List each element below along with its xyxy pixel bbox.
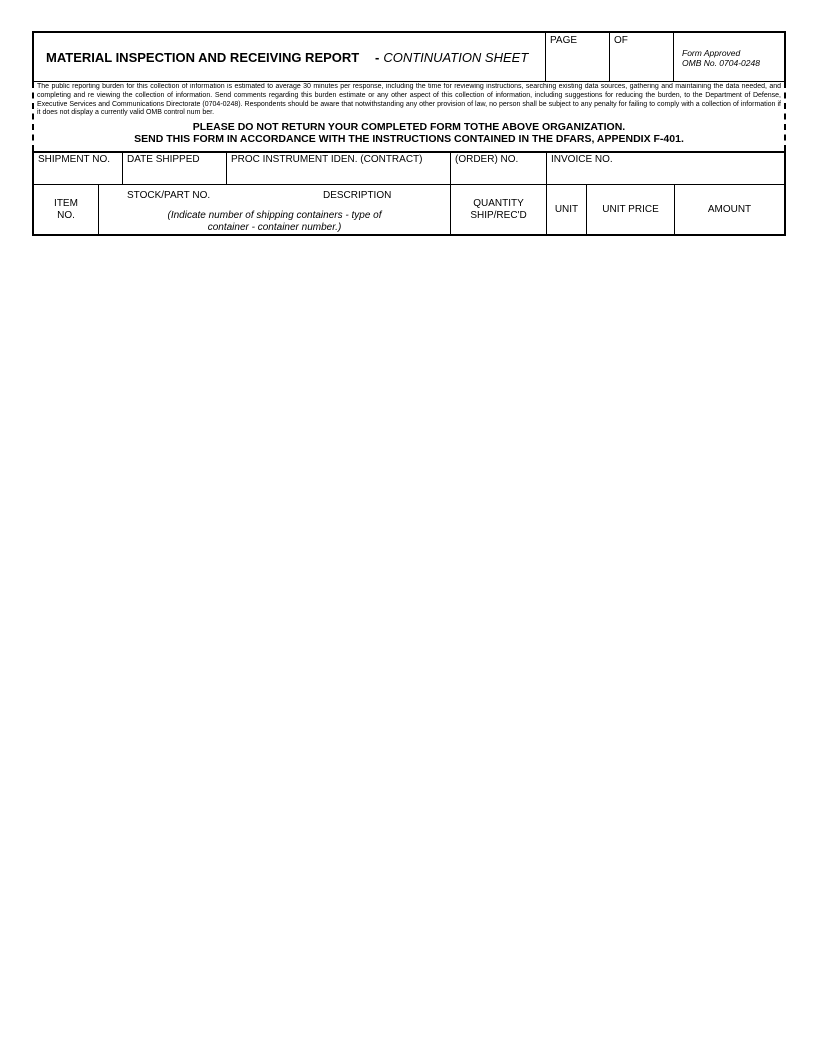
unit-header: UNIT xyxy=(554,204,579,215)
column-header-row xyxy=(32,185,786,236)
unit-price-column xyxy=(586,185,674,234)
title-area xyxy=(34,33,545,81)
of-field[interactable] xyxy=(609,33,673,81)
continuation-sheet-form xyxy=(32,31,786,236)
item-no-header xyxy=(34,198,98,222)
shipment-row xyxy=(32,151,786,185)
item-no-column xyxy=(34,185,98,234)
quantity-line-1: QUANTITY xyxy=(473,198,524,209)
invoice-no-field[interactable] xyxy=(546,153,784,184)
quantity-line-2: SHIP/REC'D xyxy=(470,210,527,221)
unit-column xyxy=(546,185,586,234)
notice-line-2: SEND THIS FORM IN ACCORDANCE WITH THE INSTRUCTIONS CONTAINED IN THE DFARS, APPENDIX F-401. xyxy=(134,133,684,145)
desc-note-line-2: container - container number.) xyxy=(207,222,342,233)
return-notice xyxy=(37,121,781,145)
subtitle-dash: - xyxy=(375,50,380,65)
quantity-column xyxy=(450,185,546,234)
burden-text: The public reporting burden for this collection of information is estimated to average 30 minutes per response, including the time for reviewing instructions, searching existing data sources, gathering and maintaining the data needed, and completing and re viewing the collection of information. Send comments regarding this burden estimate or any other aspect of this collection of information, including suggestions for reducing the burden, to the Department of Defense, Executive Services and Communications Directorate (0704-0248). Respondents should be aware that notwithstanding any other provision of law, no person shall be subject to any penalty for failing to comply with a collection of information if it does not display a currently valid OMB control num ber. xyxy=(37,83,781,117)
proc-instrument-label: PROC INSTRUMENT IDEN. (CONTRACT) xyxy=(231,154,423,165)
form-header xyxy=(32,31,786,82)
of-label: OF xyxy=(614,35,628,46)
item-line-2: NO. xyxy=(57,210,75,221)
amount-header: AMOUNT xyxy=(707,204,752,215)
notice-line-1: PLEASE DO NOT RETURN YOUR COMPLETED FORM TOTHE ABOVE ORGANIZATION. xyxy=(192,121,626,133)
description-column xyxy=(98,185,450,234)
shipment-no-label: SHIPMENT NO. xyxy=(38,154,111,165)
form-subtitle xyxy=(375,50,528,65)
approved-line-2: OMB No. 0704-0248 xyxy=(682,58,760,68)
form-title: MATERIAL INSPECTION AND RECEIVING REPORT xyxy=(46,50,360,65)
unit-price-header: UNIT PRICE xyxy=(602,204,659,215)
shipment-no-field[interactable] xyxy=(34,153,122,184)
order-no-label: (ORDER) NO. xyxy=(455,154,519,165)
description-header: DESCRIPTION xyxy=(323,190,392,201)
form-approved-text xyxy=(682,48,760,68)
order-no-field[interactable] xyxy=(450,153,546,184)
approved-line-1: Form Approved xyxy=(682,48,741,58)
item-line-1: ITEM xyxy=(54,198,78,209)
desc-note-line-1: (Indicate number of shipping containers - type of xyxy=(167,210,382,221)
proc-instrument-field[interactable] xyxy=(226,153,450,184)
date-shipped-label: DATE SHIPPED xyxy=(127,154,200,165)
description-note xyxy=(99,210,450,234)
page-label: PAGE xyxy=(550,35,578,46)
form-approved-box xyxy=(673,33,786,81)
subtitle-text: CONTINUATION SHEET xyxy=(383,50,529,65)
page-field[interactable] xyxy=(545,33,609,81)
burden-statement xyxy=(32,82,786,151)
invoice-no-label: INVOICE NO. xyxy=(551,154,613,165)
amount-column xyxy=(674,185,784,234)
quantity-header xyxy=(451,198,546,222)
stock-part-header: STOCK/PART NO. xyxy=(127,190,211,201)
date-shipped-field[interactable] xyxy=(122,153,226,184)
